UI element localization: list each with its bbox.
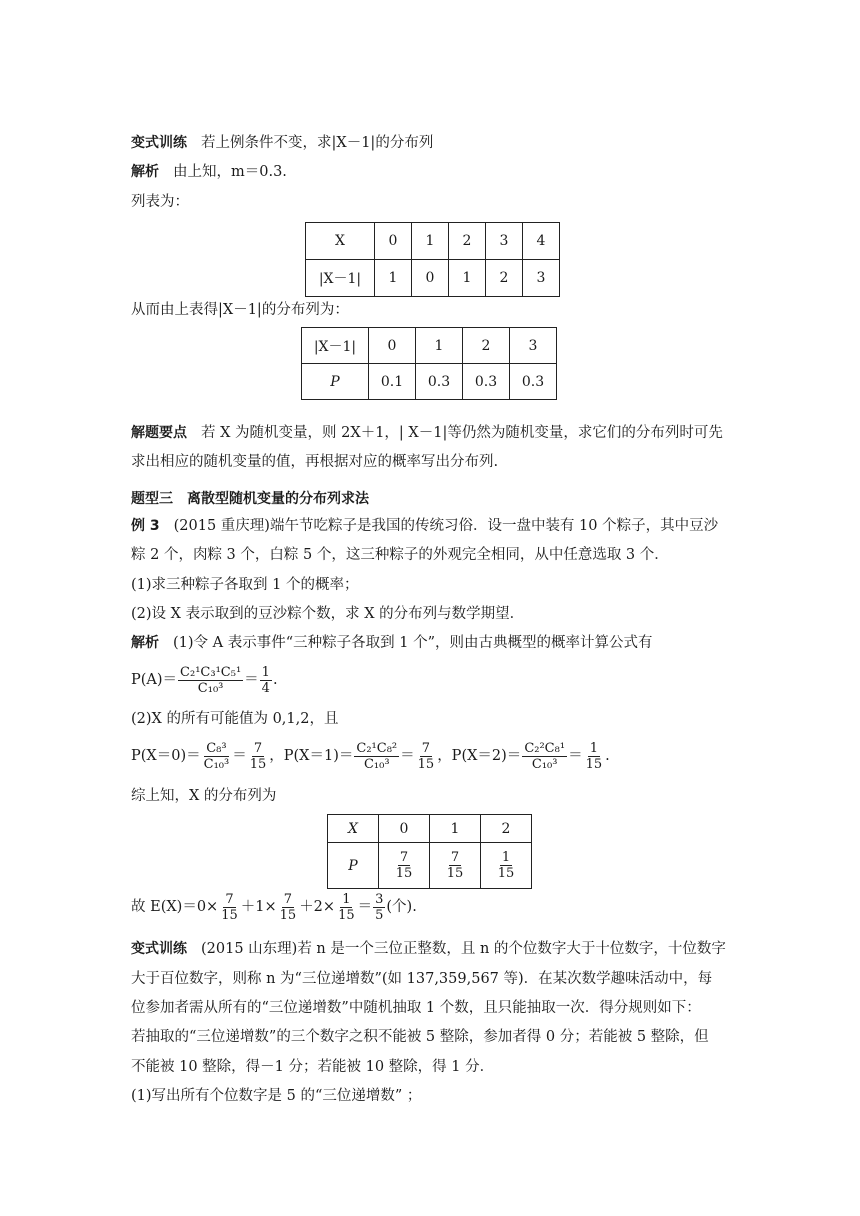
variant2-line2: 大于百位数字，则称 n 为“三位递增数”(如 137,359,567 等)．在某次数学趣味活动中，每 [131, 971, 713, 987]
p2-denominator: C₁₀³ [531, 756, 558, 772]
table-cell: 1 [375, 260, 412, 297]
example3-line2: 粽 2 个，肉粽 3 个，白粽 5 个，这三种粽子的外观完全相同，从中任意选取 3 个． [131, 547, 669, 563]
p0-result-numerator: 7 [253, 740, 263, 756]
ex-fraction-1 [219, 892, 240, 923]
key-points-line2: 求出相应的随机变量的值，再根据对应的概率写出分布列. [131, 454, 499, 470]
pa-denominator: C₁₀³ [197, 680, 224, 696]
variant2-line5: 不能被 10 整除，得－1 分；若能被 10 整除，得 1 分． [131, 1059, 495, 1075]
p2-result [584, 741, 605, 772]
part2-intro: (2)X 的所有可能值为 0,1,2，且 [131, 711, 339, 727]
example3-q1: (1)求三种粽子各取到 1 个的概率； [131, 577, 359, 593]
table-cell: 4 [523, 223, 560, 260]
pa-fraction [178, 665, 243, 696]
table-cell: 3 [523, 260, 560, 297]
example3-line1 [131, 516, 718, 536]
variant2-label: 变式训练 [131, 941, 187, 957]
p-numerator: 7 [399, 850, 409, 865]
ex-f3-numerator: 1 [342, 891, 351, 907]
table-cell: 0 [412, 260, 449, 297]
ex-f3-denominator: 15 [338, 907, 355, 923]
ex-unit: (个). [386, 899, 417, 915]
p-fraction [394, 850, 415, 881]
example3-label: 例 3 [131, 518, 160, 534]
ex-result-denominator: 5 [375, 907, 384, 923]
variant1-analysis-label: 解析 [131, 164, 159, 180]
ex-prefix: 故 E(X)＝0× [131, 899, 219, 915]
table-cell: X [306, 223, 375, 260]
ex-result [373, 892, 385, 923]
ex-f2-denominator: 15 [279, 907, 297, 923]
p1-result-denominator: 15 [417, 756, 435, 772]
table-row [328, 815, 532, 843]
table-cell: P [302, 364, 369, 400]
p2-result-numerator: 1 [589, 740, 598, 756]
p0-denominator: C₁₀³ [203, 756, 230, 772]
example3-analysis-text: (1)令 A 表示事件“三种粽子各取到 1 个”，则由古典概型的概率计算公式有 [173, 635, 653, 651]
table-cell: 2 [486, 260, 523, 297]
p2-numerator: C₂²C₈¹ [524, 740, 566, 756]
ex-mid-1: ＋1× [240, 899, 277, 915]
ex-fraction-2 [278, 892, 299, 923]
p-denominator: 15 [497, 866, 515, 881]
p0-prefix: P(X＝0)＝ [131, 748, 201, 764]
p2-result-denominator: 15 [585, 756, 603, 772]
example3-q2: (2)设 X 表示取到的豆沙粽个数，求 X 的分布列与数学期望． [131, 606, 525, 622]
variant1-question-line [131, 133, 433, 153]
table-cell: 2 [449, 223, 486, 260]
table-cell: P [328, 843, 379, 889]
variant2-line1 [131, 939, 726, 959]
pa-result-numerator: 1 [261, 664, 270, 680]
p-numerator: 1 [501, 850, 511, 865]
pa-numerator: C₂¹C₃¹C₅¹ [180, 664, 242, 680]
p1-numerator: C₂¹C₈² [356, 740, 398, 756]
variant2-text1: (2015 山东理)若 n 是一个三位正整数，且 n 的个位数字大于十位数字，十位数字 [201, 941, 726, 957]
p1-prefix: ，P(X＝1)＝ [269, 748, 354, 764]
p-denominator: 15 [395, 866, 413, 881]
p2-prefix: ，P(X＝2)＝ [437, 748, 522, 764]
ex-f2-numerator: 7 [283, 891, 293, 907]
table-cell: |X－1| [302, 328, 369, 364]
table-row [302, 328, 557, 364]
table-cell: 3 [486, 223, 523, 260]
table-cell: 0.3 [510, 364, 557, 400]
table-cell: 1 [412, 223, 449, 260]
table-cell: 1 [449, 260, 486, 297]
table-cell [379, 843, 430, 889]
p1-result-numerator: 7 [421, 740, 431, 756]
example3-summary: 综上知，X 的分布列为 [131, 788, 277, 804]
pa-prefix: P(A)＝ [131, 672, 178, 688]
table-row [306, 223, 560, 260]
table-cell: 2 [481, 815, 532, 843]
table-cell: 0 [375, 223, 412, 260]
p-fraction [496, 850, 517, 881]
px-formulas: P(X＝0)＝ $\frac{\text{C₈³}}{\text{C₁₀³}}$ ＝ $\frac{7}{15}$ ，P(X＝1)＝ $\frac{\text{C₂¹C₈²}}{\text{C₁₀³}}$ ＝ $\frac{7}{15}$ ，P(X＝2)＝ $\frac{\text{C₂²C₈¹}}{\text{C₁₀³}}$ ＝ $\frac{1}{15}$ . [131, 740, 610, 772]
example3-analysis-line [131, 633, 653, 653]
p0-fraction [202, 741, 232, 772]
ex-f1-numerator: 7 [225, 891, 234, 907]
key-points-label: 解题要点 [131, 425, 187, 441]
variant1-list-intro: 列表为： [131, 194, 189, 210]
variant1-question: 若上例条件不变，求|X－1|的分布列 [201, 135, 434, 151]
ex-mid-2: ＋2× [299, 899, 336, 915]
table-row [306, 260, 560, 297]
table-row [302, 364, 557, 400]
example3-text1: (2015 重庆理)端午节吃粽子是我国的传统习俗．设一盘中装有 10 个粽子，其中豆沙 [173, 518, 719, 534]
pa-formula: P(A)＝ $\frac{\text{C₂¹C₃¹C₅¹}}{\text{C₁₀³}}$ ＝ $\frac{1}{4}$ . [131, 664, 278, 696]
variant1-analysis-line [131, 162, 287, 182]
table-cell: 1 [416, 328, 463, 364]
table-cell: 3 [510, 328, 557, 364]
ex-equals: ＝ [357, 899, 373, 915]
key-points-text1: 若 X 为随机变量，则 2X＋1，| X－1|等仍然为随机变量，求它们的分布列时可先 [201, 425, 723, 441]
variant2-line3: 位参加者需从所有的“三位递增数”中随机抽取 1 个数，且只能抽取一次．得分规则如下： [131, 1000, 701, 1016]
p1-denominator: C₁₀³ [363, 756, 390, 772]
table-row [328, 843, 532, 889]
p0-result-denominator: 15 [249, 756, 267, 772]
table-cell: |X－1| [306, 260, 375, 297]
variant1-analysis-text: 由上知，m＝0.3. [173, 164, 287, 180]
example3-analysis-label: 解析 [131, 635, 159, 651]
table-cell: 0.3 [416, 364, 463, 400]
table-absx-distribution [301, 327, 557, 400]
p-denominator: 15 [446, 866, 464, 881]
table-cell [430, 843, 481, 889]
p-numerator: 7 [450, 850, 460, 865]
p1-fraction [354, 741, 399, 772]
table-cell: 0 [379, 815, 430, 843]
pa-result [260, 665, 272, 696]
table-cell: 0.1 [369, 364, 416, 400]
p1-result [416, 741, 437, 772]
section3-title: 题型三 离散型随机变量的分布列求法 [131, 491, 369, 507]
p0-numerator: C₈³ [206, 740, 227, 756]
ex-fraction-3 [336, 892, 357, 923]
table-cell: 1 [430, 815, 481, 843]
table-cell [481, 843, 532, 889]
table-cell: 0 [369, 328, 416, 364]
variant1-conclusion: 从而由上表得|X－1|的分布列为： [131, 302, 349, 318]
p0-result [248, 741, 269, 772]
variant1-label: 变式训练 [131, 135, 187, 151]
ex-result-numerator: 3 [375, 891, 384, 907]
p2-fraction [522, 741, 567, 772]
p-fraction [445, 850, 466, 881]
table-x-distribution [327, 814, 532, 889]
ex-f1-denominator: 15 [221, 907, 238, 923]
expectation-formula [131, 889, 417, 925]
key-points-line1 [131, 423, 723, 443]
pa-result-denominator: 4 [261, 680, 270, 696]
table-cell: 2 [463, 328, 510, 364]
variant2-q1: (1)写出所有个位数字是 5 的“三位递增数” ； [131, 1088, 422, 1104]
variant2-line4: 若抽取的“三位递增数”的三个数字之积不能被 5 整除，参加者得 0 分；若能被 5 整除，但 [131, 1029, 709, 1045]
table-x-to-absx [305, 222, 560, 297]
table-cell: X [328, 815, 379, 843]
table-cell: 0.3 [463, 364, 510, 400]
